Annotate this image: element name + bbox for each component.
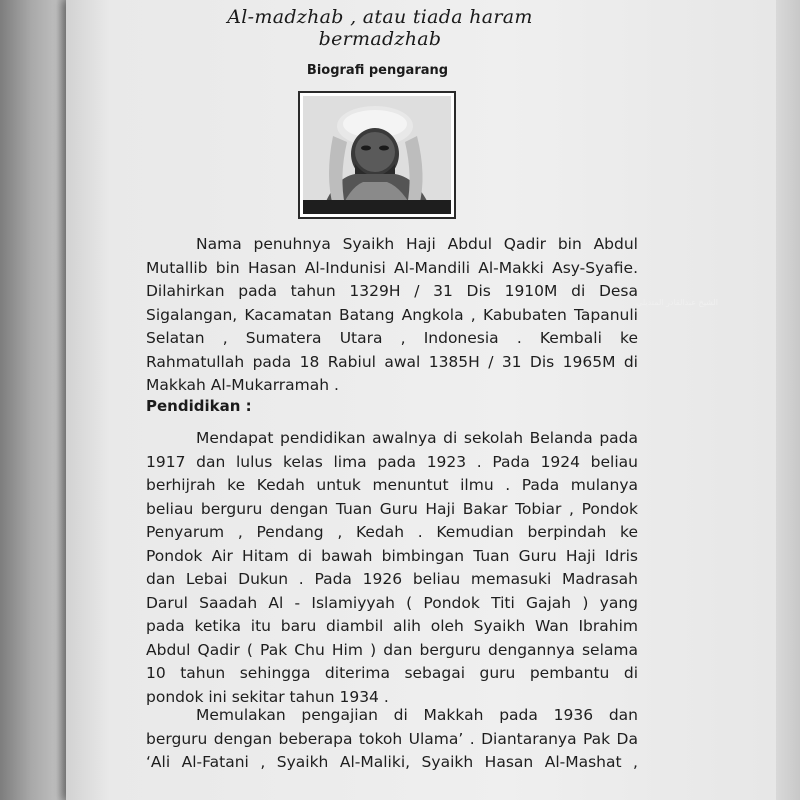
biography-title: Biografi pengarang [306, 63, 449, 78]
portrait-photo [303, 96, 451, 214]
text-line: Pondok Air Hitam di bawah bimbingan Tuan Guru Haji Idris [146, 546, 638, 565]
text-line: Mendapat pendidikan awalnya di sekolah Belanda pada [196, 429, 638, 447]
text-line: beliau berguru dengan Tuan Guru Haji Bakar Tobiar , Pondok [146, 499, 638, 518]
text-line: Memulakan pengajian di Makkah pada 1936 dan [196, 706, 638, 724]
text-line: Sigalangan, Kacamatan Batang Angkola , Kabubaten Tapanuli [146, 305, 638, 324]
text-line: Mutallib bin Hasan Al-Indunisi Al-Mandili Al-Makki Asy-Syafie. [146, 258, 638, 277]
portrait-caption: الشيخ عبدالقادر المنديلي [636, 298, 718, 307]
education-paragraph-1 [146, 427, 638, 709]
left-page-edge [0, 0, 70, 800]
text-line: ‘Ali Al-Fatani , Syaikh Al-Maliki, Syaikh Hasan Al-Mashat , [146, 753, 638, 771]
right-page-edge [776, 0, 800, 800]
text-line: Selatan , Sumatera Utara , Indonesia . Kembali ke [146, 329, 638, 347]
text-line: Penyarum , Pendang , Kedah . Kemudian berpindah ke [146, 523, 638, 541]
education-heading: Pendidikan : [146, 397, 252, 415]
text-line: Dilahirkan pada tahun 1329H / 31 Dis 1910M di Desa [146, 282, 638, 300]
text-line: 1917 dan lulus kelas lima pada 1923 . Pada 1924 beliau [146, 452, 638, 471]
text-line: Darul Saadah Al - Islamiyyah ( Pondok Titi Gajah ) yang [146, 593, 638, 612]
text-line: berguru dengan beberapa tokoh Ulama’ . Diantaranya Pak Da [146, 729, 638, 748]
running-header: Al-madzhab , atau tiada haram bermadzhab [227, 6, 533, 50]
text-line: dan Lebai Dukun . Pada 1926 beliau memasuki Madrasah [146, 570, 638, 588]
text-line: Abdul Qadir ( Pak Chu Him ) dan berguru dengannya selama [146, 640, 638, 659]
text-line: berhijrah ke Kedah untuk menuntut ilmu . Pada mulanya [146, 476, 638, 494]
text-line: Makkah Al-Mukarramah . [146, 376, 339, 394]
biography-paragraph [146, 233, 638, 398]
text-line: pondok ini sekitar tahun 1934 . [146, 687, 389, 706]
text-line: 10 tahun sehingga diterima sebagai guru pembantu di [146, 664, 638, 682]
text-line: Rahmatullah pada 18 Rabiul awal 1385H / 31 Dis 1965M di [146, 352, 638, 371]
text-line: Nama penuhnya Syaikh Haji Abdul Qadir bin Abdul [196, 235, 638, 253]
text-line: pada ketika itu baru diambil alih oleh Syaikh Wan Ibrahim [146, 617, 638, 635]
education-paragraph-2 [146, 704, 638, 775]
